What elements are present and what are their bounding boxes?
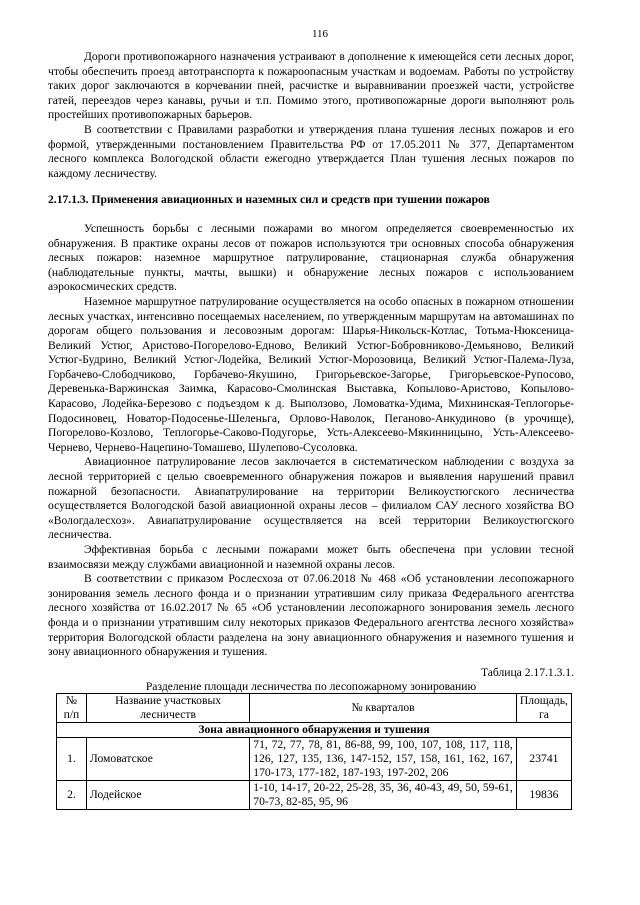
header-area: Площадь, га <box>516 694 571 723</box>
row-area: 23741 <box>516 738 571 781</box>
zoning-table <box>56 693 572 810</box>
row-name: Лодейское <box>86 781 249 810</box>
row-quarters: 1-10, 14-17, 20-22, 25-28, 35, 36, 40-43, 49, 50, 59-61, 70-73, 82-85, 95, 96 <box>250 781 517 810</box>
header-num: № п/п <box>57 694 87 723</box>
row-name: Ломоватское <box>86 738 249 781</box>
paragraph: Дороги противопожарного назначения устраивают в дополнение к имеющейся сети лесных дорог, чтобы обеспечить проезд автотранспорта к пожароопасным участкам и водоемам. Работы по устройству таких дорог заключаются в корчевании пней, расчистке и выравнивании проезжей части, устройстве гатей, переездов через канавы, ручьи и т.п. Помимо этого, противопожарные дороги выполняют роль простейших противопожарных барьеров. <box>48 50 574 122</box>
table-row <box>57 781 572 810</box>
table-number: Таблица 2.17.1.3.1. <box>480 665 574 679</box>
zone-title: Зона авиационного обнаружения и тушения <box>57 723 572 738</box>
row-num: 1. <box>57 738 87 781</box>
header-name: Название участковых лесничеств <box>86 694 249 723</box>
table-row <box>57 738 572 781</box>
row-quarters: 71, 72, 77, 78, 81, 86-88, 99, 100, 107, 108, 117, 118, 126, 127, 135, 136, 147-152, 157, 158, 161, 162, 167, 170-173, 177-182, 187-193, 197-202, 206 <box>250 738 517 781</box>
document-body <box>48 50 574 810</box>
paragraph: Наземное маршрутное патрулирование осуществляется на особо опасных в пожарном отношении лесных участках, интенсивно посещаемых населением, по утвержденным маршрутам на автомашинах по дорогам общего пользования и лесовозным дорогам: Шарья-Никольск-Котлас, Тотьма-Нюксеница-Великий Устюг, Аристово-Погорелово-Едново, Великий Устюг-Бобровниково-Демьяново, Великий Устюг-Будрино, Великий Устюг-Лодейка, Великий Устюг-Морозовица, Великий Устюг-Палема-Луза, Горбачево-Слободчиково, Горбачево-Якушино, Григорьевское-Загорье, Григорьевское-Рупосово, Деревенька-Варжинская Заимка, Карасово-Смолинская Выставка, Копылово-Аристово, Копылово-Карасово, Лодейка-Березово с подъездом к д. Выползово, Ломоватка-Удима, Михнинская-Теплогорье-Подосиновец, Новатор-Подосенье-Шеленьга, Орлово-Наволок, Пеганово-Анкудиново (в урочище), Погорелово-Козлово, Теплогорье-Саково-Подугорье, Усть-Алексеево-Мякинницыно, Усть-Алексеево-Чернево, Чернево-Нацепино-Томашево, Шулепово-Сусоловка. <box>48 294 574 454</box>
row-num: 2. <box>57 781 87 810</box>
paragraph: Успешность борьбы с лесными пожарами во многом определяется своевременностью их обнаружения. В практике охраны лесов от пожаров используются три основных способа обнаружения лесных пожаров: наземное маршрутное патрулирование, стационарная служба обнаружения (наблюдательные пункты, мачты, вышки) и обнаружение лесных пожаров с использованием аэрокосмических средств. <box>48 221 574 294</box>
row-area: 19836 <box>516 781 571 810</box>
paragraph: Авиационное патрулирование лесов заключается в систематическом наблюдении с воздуха за лесной территорией с целью своевременного обнаружения пожаров и выявления нарушений правил пожарной безопасности. Авиапатрулирование на территории Великоустюгского лесничества осуществляется Вологодской базой авиационной охраны лесов – филиалом САУ лесного хозяйства ВО «Вологдалесхоз». Авиапатрулирование осуществляется на всей территории Великоустюгского лесничества. <box>48 455 574 542</box>
page-number: 116 <box>311 28 329 40</box>
zone-row <box>57 723 572 738</box>
header-quarters: № кварталов <box>250 694 517 723</box>
table-caption: Разделение площади лесничества по лесопожарному зонированию <box>145 680 477 694</box>
paragraph: В соответствии с приказом Рослесхоза от 07.06.2018 № 468 «Об установлении лесопожарного зонирования земель лесного фонда и о признании утратившим силу приказа Федерального агентства лесного хозяйства от 16.02.2017 № 65 «Об установлении лесопожарного зонирования земель лесного фонда и о признании утратившим силу некоторых приказов Федерального агентства лесного хозяйства» территория Вологодской области разделена на зону авиационного обнаружения и наземного тушения и зону авиационного обнаружения и тушения. <box>48 572 574 659</box>
section-heading: 2.17.1.3. Применения авиационных и наземных сил и средств при тушении пожаров <box>48 193 490 207</box>
table-header-row <box>57 694 572 723</box>
paragraph: В соответствии с Правилами разработки и утверждения плана тушения лесных пожаров и его формой, утвержденными постановлением Правительства РФ от 17.05.2011 № 377, Департаментом лесного комплекса Вологодской области ежегодно утверждается План тушения лесных пожаров по каждому лесничеству. <box>48 122 574 180</box>
paragraph: Эффективная борьба с лесными пожарами может быть обеспечена при условии тесной взаимосвязи между службами авиационной и наземной охраны лесов. <box>48 543 574 571</box>
